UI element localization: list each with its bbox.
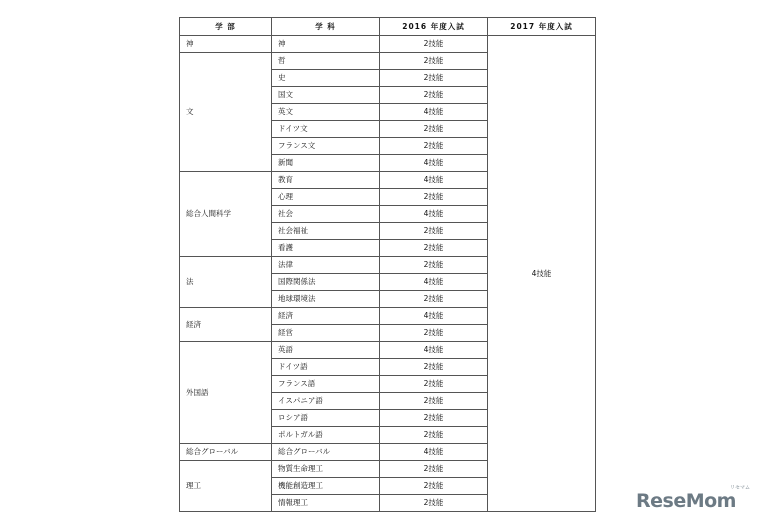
faculty-cell: 神 [180, 36, 272, 53]
department-cell: ドイツ語 [272, 359, 380, 376]
header-2017: 2017 年度入試 [488, 18, 596, 36]
faculty-cell: 文 [180, 53, 272, 172]
header-faculty: 学 部 [180, 18, 272, 36]
faculty-cell: 理工 [180, 461, 272, 512]
department-cell: 機能創造理工 [272, 478, 380, 495]
faculty-cell: 総合グローバル [180, 444, 272, 461]
watermark-logo-text: ReseMom [636, 490, 736, 512]
value-2016-cell: 2技能 [380, 393, 488, 410]
value-2016-cell: 2技能 [380, 121, 488, 138]
value-2016-cell: 2技能 [380, 70, 488, 87]
value-2016-cell: 2技能 [380, 36, 488, 53]
department-cell: 心理 [272, 189, 380, 206]
department-cell: 経営 [272, 325, 380, 342]
department-cell: 物質生命理工 [272, 461, 380, 478]
value-2016-cell: 4技能 [380, 308, 488, 325]
table-header [180, 18, 596, 36]
department-cell: ポルトガル語 [272, 427, 380, 444]
department-cell: 英語 [272, 342, 380, 359]
department-cell: フランス文 [272, 138, 380, 155]
department-cell: 社会 [272, 206, 380, 223]
department-cell: 哲 [272, 53, 380, 70]
value-2016-cell: 2技能 [380, 257, 488, 274]
admissions-table [179, 17, 596, 512]
value-2016-cell: 2技能 [380, 87, 488, 104]
faculty-cell: 経済 [180, 308, 272, 342]
value-2016-cell: 4技能 [380, 206, 488, 223]
table-body [180, 36, 596, 512]
department-cell: イスパニア語 [272, 393, 380, 410]
resemom-watermark [636, 485, 752, 520]
value-2016-cell: 2技能 [380, 461, 488, 478]
value-2016-cell: 4技能 [380, 104, 488, 121]
department-cell: ロシア語 [272, 410, 380, 427]
value-2016-cell: 2技能 [380, 376, 488, 393]
department-cell: 法律 [272, 257, 380, 274]
value-2016-cell: 2技能 [380, 240, 488, 257]
department-cell: 経済 [272, 308, 380, 325]
department-cell: ドイツ文 [272, 121, 380, 138]
header-department: 学 科 [272, 18, 380, 36]
table-row [180, 36, 596, 53]
department-cell: 社会福祉 [272, 223, 380, 240]
value-2016-cell: 2技能 [380, 410, 488, 427]
department-cell: 教育 [272, 172, 380, 189]
faculty-cell: 総合人間科学 [180, 172, 272, 257]
department-cell: 看護 [272, 240, 380, 257]
department-cell: 英文 [272, 104, 380, 121]
header-2016: 2016 年度入試 [380, 18, 488, 36]
watermark-ruby: リセマム [730, 485, 750, 491]
value-2016-cell: 2技能 [380, 138, 488, 155]
value-2016-cell: 4技能 [380, 274, 488, 291]
department-cell: 地球環境法 [272, 291, 380, 308]
value-2016-cell: 4技能 [380, 155, 488, 172]
value-2017-cell: 4技能 [488, 36, 596, 512]
department-cell: フランス語 [272, 376, 380, 393]
header-row [180, 18, 596, 36]
value-2016-cell: 2技能 [380, 325, 488, 342]
value-2016-cell: 2技能 [380, 291, 488, 308]
department-cell: 総合グローバル [272, 444, 380, 461]
value-2016-cell: 2技能 [380, 53, 488, 70]
value-2016-cell: 2技能 [380, 495, 488, 512]
faculty-cell: 外国語 [180, 342, 272, 444]
faculty-cell: 法 [180, 257, 272, 308]
value-2016-cell: 4技能 [380, 444, 488, 461]
value-2016-cell: 2技能 [380, 478, 488, 495]
department-cell: 情報理工 [272, 495, 380, 512]
value-2016-cell: 2技能 [380, 223, 488, 240]
department-cell: 史 [272, 70, 380, 87]
department-cell: 国文 [272, 87, 380, 104]
value-2016-cell: 2技能 [380, 189, 488, 206]
department-cell: 新聞 [272, 155, 380, 172]
value-2016-cell: 4技能 [380, 172, 488, 189]
department-cell: 神 [272, 36, 380, 53]
value-2016-cell: 2技能 [380, 427, 488, 444]
value-2016-cell: 4技能 [380, 342, 488, 359]
department-cell: 国際関係法 [272, 274, 380, 291]
value-2016-cell: 2技能 [380, 359, 488, 376]
